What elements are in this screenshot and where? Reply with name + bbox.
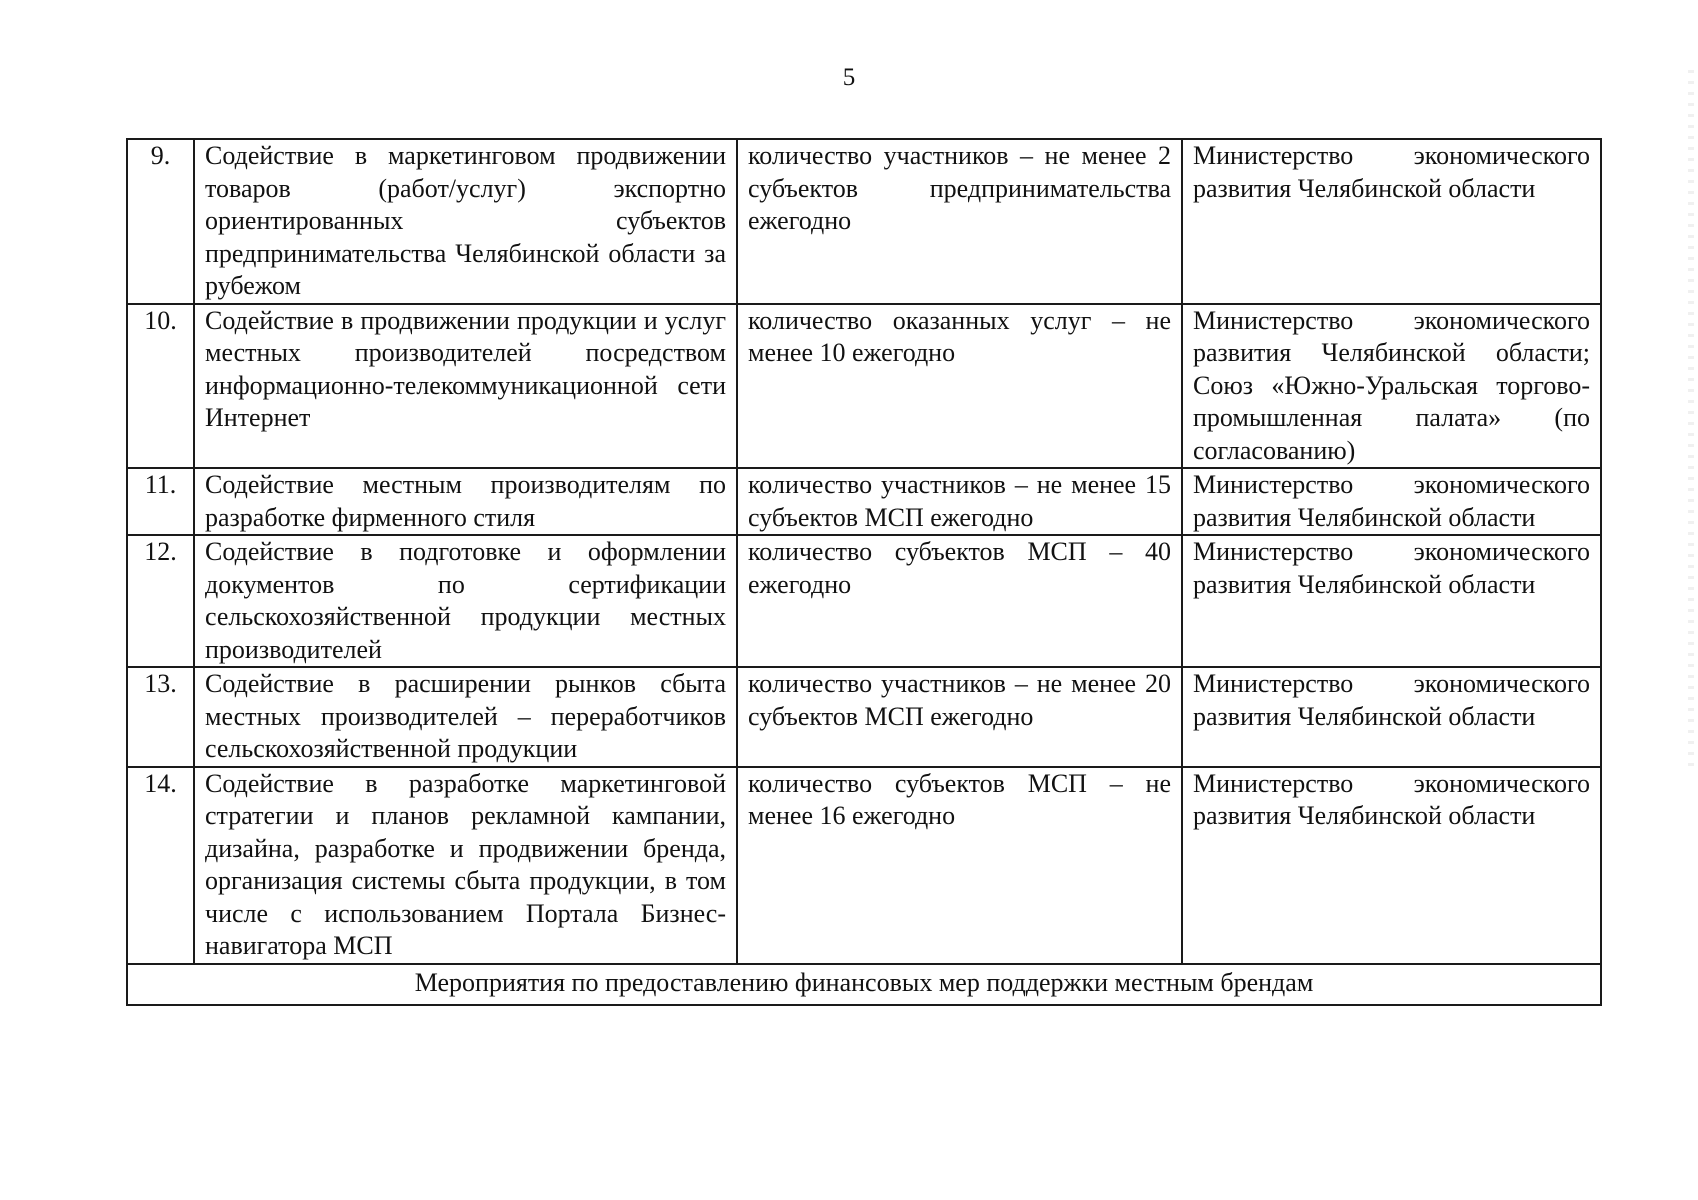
executor-cell: Министерство экономического развития Челябинской области [1182,535,1601,667]
executor-cell: Министерство экономического развития Челябинской области; Союз «Южно-Уральская торгово-промышленная палата» (по согласованию) [1182,304,1601,469]
event-cell: Содействие в маркетинговом продвижении товаров (работ/услуг) экспортно ориентированных субъектов предпринимательства Челябинской области за рубежом [194,139,737,304]
indicator-cell: количество участников – не менее 2 субъектов предпринимательства ежегодно [737,139,1182,304]
event-cell: Содействие в расширении рынков сбыта местных производителей – переработчиков сельскохозяйственной продукции [194,667,737,767]
row-number: 12. [127,535,194,667]
row-number: 9. [127,139,194,304]
row-number: 10. [127,304,194,469]
row-number: 11. [127,468,194,535]
executor-cell: Министерство экономического развития Челябинской области [1182,139,1601,304]
indicator-cell: количество участников – не менее 15 субъектов МСП ежегодно [737,468,1182,535]
section-heading-row [127,964,1601,1006]
table-row [127,535,1601,667]
event-cell: Содействие местным производителям по разработке фирменного стиля [194,468,737,535]
table-row [127,667,1601,767]
executor-cell: Министерство экономического развития Челябинской области [1182,667,1601,767]
page-number: 5 [842,64,856,91]
indicator-cell: количество субъектов МСП – 40 ежегодно [737,535,1182,667]
row-number: 13. [127,667,194,767]
executor-cell: Министерство экономического развития Челябинской области [1182,767,1601,964]
table-row [127,139,1601,304]
executor-cell: Министерство экономического развития Челябинской области [1182,468,1601,535]
event-cell: Содействие в продвижении продукции и услуг местных производителей посредством информационно-телекоммуникационной сети Интернет [194,304,737,469]
measures-table [126,138,1602,1006]
table-row [127,767,1601,964]
table-row [127,468,1601,535]
event-cell: Содействие в подготовке и оформлении документов по сертификации сельскохозяйственной продукции местных производителей [194,535,737,667]
scan-edge-artifact [1688,70,1694,770]
row-number: 14. [127,767,194,964]
section-heading: Мероприятия по предоставлению финансовых мер поддержки местным брендам [127,964,1601,1006]
table-row [127,304,1601,469]
indicator-cell: количество оказанных услуг – не менее 10 ежегодно [737,304,1182,469]
event-cell: Содействие в разработке маркетинговой стратегии и планов рекламной кампании, дизайна, разработке и продвижении бренда, организация системы сбыта продукции, в том числе с использованием Портала Бизнес-навигатора МСП [194,767,737,964]
indicator-cell: количество субъектов МСП – не менее 16 ежегодно [737,767,1182,964]
indicator-cell: количество участников – не менее 20 субъектов МСП ежегодно [737,667,1182,767]
